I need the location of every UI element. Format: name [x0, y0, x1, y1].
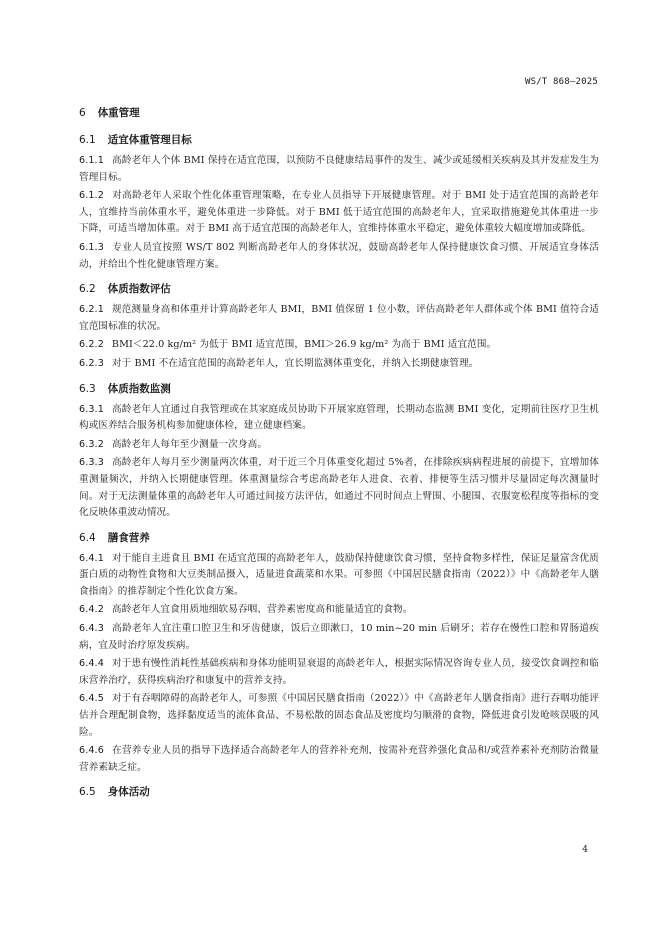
clause-text: 对于 BMI 不在适宜范围的高龄老年人，宜长期监测体重变化，并纳入长期健康管理。	[111, 357, 479, 369]
clause-text: 高龄老年人宜通过自我管理或在其家庭成员协助下开展家庭管理，长期动态监测 BMI 变化，定期前往医疗卫生机构或医养结合服务机构参加健康体检，建立健康档案。	[79, 403, 599, 432]
clause-6-3-2	[79, 437, 599, 454]
clause-number: 6.4.3	[79, 623, 104, 635]
clause-text: 专业人员宜按照 WS/T 802 判断高龄老年人的身体状况，鼓励高龄老年人保持健康饮食习惯、开展适宜身体活动，并给出个性化健康管理方案。	[79, 241, 599, 270]
subsection-title: 体质指数评估	[107, 283, 171, 296]
clause-6-1-1	[79, 153, 599, 186]
clause-text: 对高龄老年人采取个性化体重管理策略，在专业人员指导下开展健康管理。对于 BMI 处于适宜范围的高龄老年人，宜维持当前体重水平，避免体重进一步降低。对于 BMI 低于适宜范围的高龄老年人，宜采取措施避免其体重进一步下降，可适当增加体重。对于 BMI 高于适宜范围的高龄老年人，宜维持体重水平稳定，避免体重较大幅度增加或降低。	[79, 190, 599, 235]
clause-6-3-1	[79, 402, 599, 435]
clause-6-4-6	[79, 743, 599, 776]
clause-text: 在营养专业人员的指导下选择适合高龄老年人的营养补充剂，按需补充营养强化食品和/或营养素补充剂防治微量营养素缺乏症。	[79, 745, 599, 773]
clause-text: 高龄老年人宜食用质地细软易吞咽、营养素密度高和能量适宜的食物。	[111, 604, 413, 616]
clause-6-2-2	[79, 337, 599, 354]
subsection-title: 体质指数监测	[107, 382, 171, 395]
clause-text: 高龄老年人每年至少测量一次身高。	[111, 438, 268, 450]
clause-6-1-2	[79, 188, 599, 238]
clause-text: 规范测量身高和体重并计算高龄老年人 BMI，BMI 值保留 1 位小数，评估高龄老年人群体或个体 BMI 值符合适宜范围标准的状况。	[79, 304, 599, 332]
clause-6-4-5	[79, 691, 599, 741]
clause-6-1-3	[79, 240, 599, 273]
section-number: 6	[79, 107, 86, 119]
subsection-title: 身体活动	[107, 786, 150, 799]
clause-number: 6.2.3	[79, 357, 104, 369]
subsection-title: 膳食营养	[107, 531, 150, 544]
clause-6-4-1	[79, 551, 599, 601]
clause-text: BMI＜22.0 kg/m² 为低于 BMI 适宜范围，BMI＞26.9 kg/m² 为高于 BMI 适宜范围。	[111, 339, 497, 351]
clause-6-4-3	[79, 621, 599, 654]
clause-number: 6.1.3	[79, 241, 104, 253]
section-title: 体重管理	[97, 107, 140, 119]
clause-text: 对于有吞咽障碍的高龄老年人，可参照《中国居民膳食指南（2022）》中《高龄老年人膳食指南》进行吞咽功能评估并合理配制食物，选择黏度适当的流体食品、不易松散的固态食品及密度均匀顺滑的食物，降低进食引发呛咳误吸的风险。	[79, 693, 599, 738]
subsection-number: 6.4	[79, 531, 96, 544]
clause-number: 6.4.5	[79, 693, 104, 705]
clause-number: 6.3.2	[79, 438, 104, 450]
clause-text: 对于能自主进食且 BMI 在适宜范围的高龄老年人，鼓励保持健康饮食习惯，坚持食物多样性，保证足量富含优质蛋白质的动物性食物和大豆类制品摄入，适量进食蔬菜和水果。可参照《中国居民膳食指南（2022）》中《高龄老年人膳食指南》的推荐制定个性化饮食方案。	[79, 552, 599, 597]
subsection-heading-6-3	[79, 380, 599, 398]
subsection-heading-6-1	[79, 131, 599, 149]
clause-text: 高龄老年人个体 BMI 保持在适宜范围，以预防不良健康结局事件的发生、减少或延缓相关疾病及其并发症发生为管理目标。	[79, 155, 599, 183]
clause-6-2-1	[79, 302, 599, 335]
clause-6-2-3	[79, 356, 599, 373]
clause-number: 6.3.3	[79, 457, 104, 469]
subsection-number: 6.2	[79, 283, 96, 296]
standard-code: WS/T 868—2025	[524, 77, 598, 87]
clause-text: 对于患有慢性消耗性基础疾病和身体功能明显衰退的高龄老年人，根据实际情况咨询专业人员，接受饮食调控和临床营养治疗，获得疾病治疗和康复中的营养支持。	[79, 658, 599, 686]
clause-number: 6.2.2	[79, 339, 104, 351]
clause-text: 高龄老年人每月至少测量两次体重，对于近三个月体重变化超过 5%者，在排除疾病病程进展的前提下，宜增加体重测量频次，并纳入长期健康管理。体重测量综合考虑高龄老年人进食、衣着、排便等生活习惯并尽量固定每次测量时间。对于无法测量体重的高龄老年人可通过间接方法评估，如通过不同时间点上臂围、小腿围、衣服宽松程度等指标的变化反映体重波动情况。	[79, 457, 599, 519]
subsection-title: 适宜体重管理目标	[107, 134, 192, 146]
clause-number: 6.4.4	[79, 658, 104, 670]
clause-number: 6.1.2	[79, 190, 104, 202]
clause-number: 6.2.1	[79, 304, 104, 316]
clause-6-4-4	[79, 656, 599, 689]
clause-number: 6.1.1	[79, 155, 104, 166]
page-number: 4	[582, 845, 588, 855]
clause-6-3-3	[79, 455, 599, 521]
section-heading	[79, 104, 599, 122]
subsection-heading-6-4	[79, 529, 599, 547]
subsection-number: 6.1	[79, 134, 96, 146]
clause-number: 6.4.6	[79, 745, 104, 757]
page-content	[79, 104, 599, 805]
clause-text: 高龄老年人宜注重口腔卫生和牙齿健康，饭后立即漱口，10 min~20 min 后刷牙；若存在慢性口腔和胃肠道疾病，宜及时治疗原发疾病。	[79, 623, 599, 651]
subsection-number: 6.5	[79, 786, 96, 799]
subsection-heading-6-5	[79, 783, 599, 801]
subsection-number: 6.3	[79, 382, 96, 395]
subsection-heading-6-2	[79, 280, 599, 298]
clause-number: 6.4.1	[79, 552, 104, 564]
clause-number: 6.4.2	[79, 604, 104, 616]
clause-6-4-2	[79, 602, 599, 619]
clause-number: 6.3.1	[79, 403, 104, 415]
